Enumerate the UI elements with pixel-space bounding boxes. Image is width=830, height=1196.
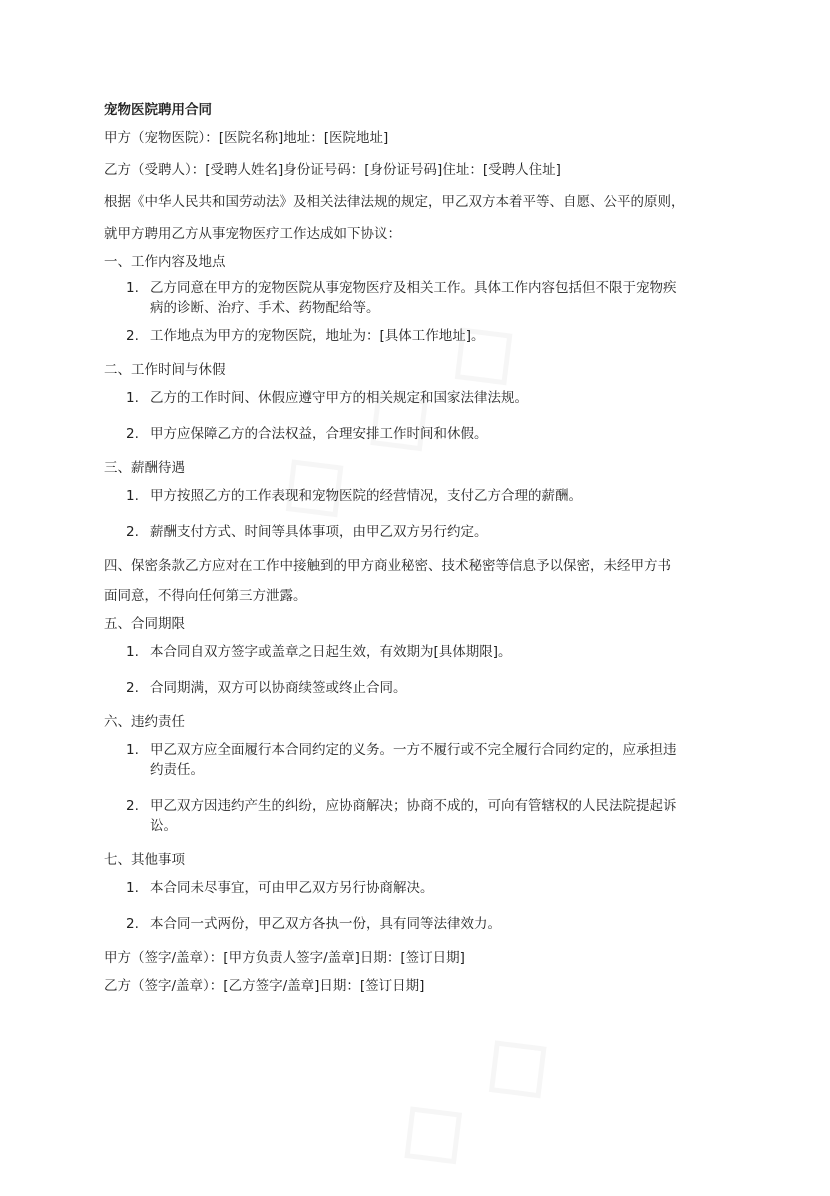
section-heading: 三、薪酬待遇 xyxy=(104,460,185,476)
confidentiality-line-1: 四、保密条款乙方应对在工作中接触到的甲方商业秘密、技术秘密等信息予以保密，未经甲方书 xyxy=(104,558,671,574)
document-title: 宠物医院聘用合同 xyxy=(104,102,212,118)
item-text: 薪酬支付方式、时间等具体事项，由甲乙双方另行约定。 xyxy=(150,524,488,540)
section-heading: 二、工作时间与休假 xyxy=(104,362,226,378)
item-number: 2. xyxy=(126,524,139,540)
signature-party-b: 乙方（签字/盖章）：[乙方签字/盖章]日期：[签订日期] xyxy=(104,978,425,994)
item-number: 1. xyxy=(126,880,139,896)
item-text: 工作地点为甲方的宠物医院，地址为：[具体工作地址]。 xyxy=(150,328,485,344)
section-heading: 六、违约责任 xyxy=(104,714,185,730)
item-text: 乙方同意在甲方的宠物医院从事宠物医疗及相关工作。具体工作内容包括但不限于宠物疾 xyxy=(150,280,677,296)
watermark-graphic xyxy=(246,283,542,549)
party-b-line: 乙方（受聘人）：[受聘人姓名]身份证号码：[身份证号码]住址：[受聘人住址] xyxy=(104,162,561,178)
section-heading: 七、其他事项 xyxy=(104,852,185,868)
item-text: 本合同未尽事宜，可由甲乙双方另行协商解决。 xyxy=(150,880,434,896)
preamble-line-2: 就甲方聘用乙方从事宠物医疗工作达成如下协议： xyxy=(104,226,401,242)
item-number: 2. xyxy=(126,426,139,442)
item-number: 1. xyxy=(126,390,139,406)
signature-party-a: 甲方（签字/盖章）：[甲方负责人签字/盖章]日期：[签订日期] xyxy=(104,950,465,966)
item-number: 1. xyxy=(126,280,139,296)
section-heading: 五、合同期限 xyxy=(104,616,185,632)
item-text: 合同期满，双方可以协商续签或终止合同。 xyxy=(150,680,407,696)
item-text: 约责任。 xyxy=(150,762,204,778)
item-number: 2. xyxy=(126,680,139,696)
item-text: 讼。 xyxy=(150,818,177,834)
confidentiality-line-2: 面同意，不得向任何第三方泄露。 xyxy=(104,588,307,604)
item-text: 本合同一式两份，甲乙双方各执一份，具有同等法律效力。 xyxy=(150,916,501,932)
item-text: 病的诊断、治疗、手术、药物配给等。 xyxy=(150,300,380,316)
item-text: 乙方的工作时间、休假应遵守甲方的相关规定和国家法律法规。 xyxy=(150,390,528,406)
item-number: 2. xyxy=(126,916,139,932)
item-text: 甲乙双方应全面履行本合同约定的义务。一方不履行或不完全履行合同约定的，应承担违 xyxy=(150,742,677,758)
watermark-graphic xyxy=(365,996,577,1196)
party-a-line: 甲方（宠物医院）：[医院名称]地址：[医院地址] xyxy=(104,130,389,146)
item-text: 甲方按照乙方的工作表现和宠物医院的经营情况，支付乙方合理的薪酬。 xyxy=(150,488,582,504)
section-heading: 一、工作内容及地点 xyxy=(104,254,226,270)
item-text: 本合同自双方签字或盖章之日起生效，有效期为[具体期限]。 xyxy=(150,644,512,660)
item-text: 甲方应保障乙方的合法权益，合理安排工作时间和休假。 xyxy=(150,426,488,442)
item-number: 2. xyxy=(126,798,139,814)
item-number: 2. xyxy=(126,328,139,344)
item-number: 1. xyxy=(126,488,139,504)
item-number: 1. xyxy=(126,644,139,660)
item-number: 1. xyxy=(126,742,139,758)
item-text: 甲乙双方因违约产生的纠纷，应协商解决；协商不成的，可向有管辖权的人民法院提起诉 xyxy=(150,798,677,814)
preamble-line-1: 根据《中华人民共和国劳动法》及相关法律法规的规定，甲乙双方本着平等、自愿、公平的原则， xyxy=(104,194,685,210)
